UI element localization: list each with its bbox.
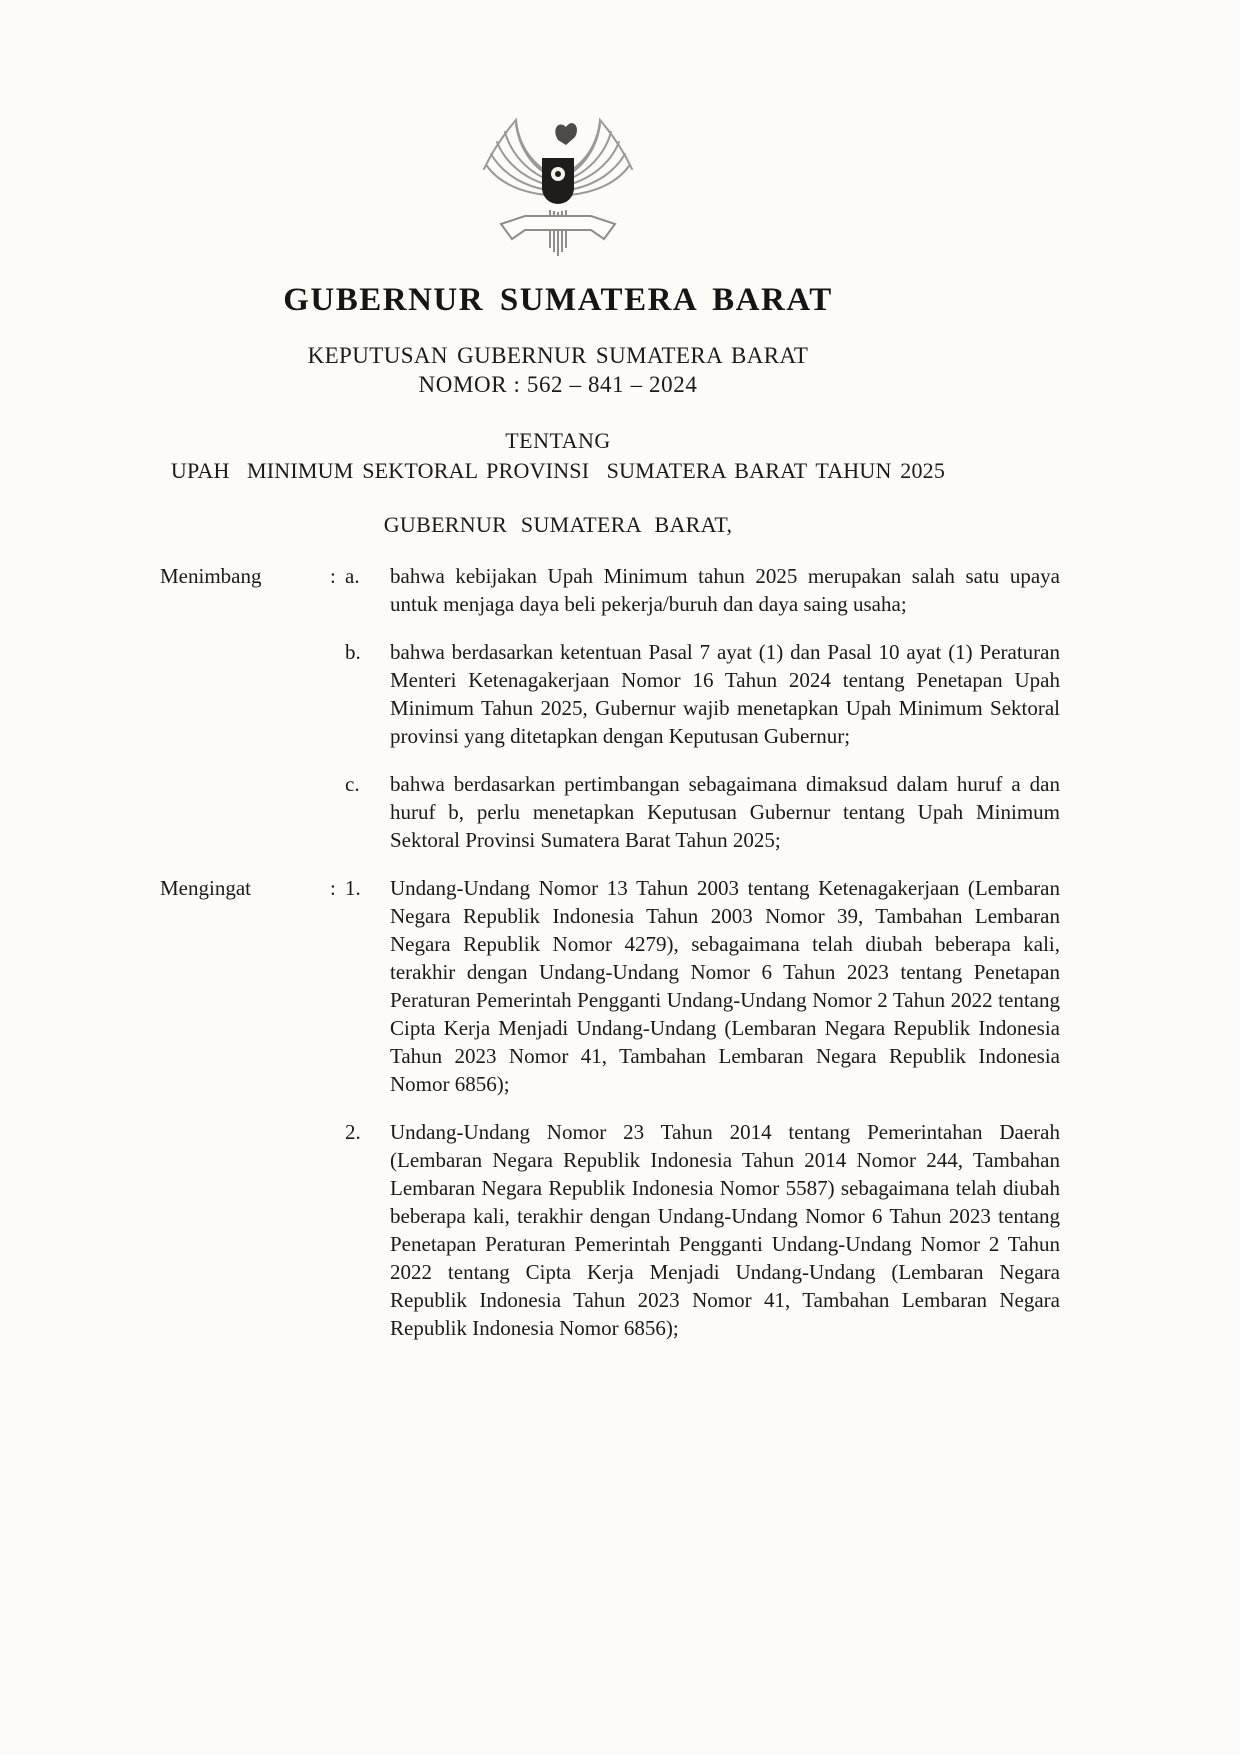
item-marker: a. bbox=[345, 564, 360, 588]
section-label: Menimbang bbox=[160, 564, 262, 588]
section-menimbang bbox=[160, 562, 1060, 854]
about-label: TENTANG bbox=[505, 428, 611, 453]
section-label: Mengingat bbox=[160, 876, 251, 900]
section-colon: : bbox=[330, 564, 336, 588]
legal-basis-item: Undang-Undang Nomor 23 Tahun 2014 tentang Pemerintahan Daerah (Lembaran Negara Republik Indonesia Tahun 2014 Nomor 244, Tambahan Lembaran Negara Republik Indonesia Nomor 5587) sebagaimana telah diubah beberapa kali, terakhir dengan Undang-Undang Nomor 6 Tahun 2023 tentang Penetapan Peraturan Pemerintah Pengganti Undang-Undang Nomor 2 Tahun 2022 tentang Cipta Kerja Menjadi Undang-Undang (Lembaran Negara Republik Indonesia Tahun 2023 Nomor 41, Tambahan Lembaran Negara Republik Indonesia Nomor 6856); bbox=[390, 1120, 1060, 1340]
consideration-item: bahwa kebijakan Upah Minimum tahun 2025 merupakan salah satu upaya untuk menjaga daya beli pekerja/buruh dan daya saing usaha; bbox=[390, 564, 1060, 616]
legal-basis-item: Undang-Undang Nomor 13 Tahun 2003 tentang Ketenagakerjaan (Lembaran Negara Republik Indonesia Tahun 2003 Nomor 39, Tambahan Lembaran Negara Republik Nomor 4279), sebagaimana telah diubah beberapa kali, terakhir dengan Undang-Undang Nomor 6 Tahun 2023 tentang Penetapan Peraturan Pemerintah Pengganti Undang-Undang Nomor 2 Tahun 2022 tentang Cipta Kerja Menjadi Undang-Undang (Lembaran Negara Republik Indonesia Tahun 2023 Nomor 41, Tambahan Lembaran Negara Republik Indonesia Nomor 6856); bbox=[390, 876, 1060, 1096]
item-marker: 2. bbox=[345, 1120, 361, 1144]
item-marker: 1. bbox=[345, 876, 361, 900]
garuda-pancasila-icon bbox=[463, 98, 653, 268]
consideration-item: bahwa berdasarkan ketentuan Pasal 7 ayat (1) dan Pasal 10 ayat (1) Peraturan Menteri Ketenagakerjaan Nomor 16 Tahun 2024 tentang Penetapan Upah Minimum Tahun 2025, Gubernur wajib menetapkan Upah Minimum Sektoral provinsi yang ditetapkan dengan Keputusan Gubernur; bbox=[390, 640, 1060, 748]
salutation-line: GUBERNUR SUMATERA BARAT, bbox=[383, 512, 733, 537]
emblem-container bbox=[0, 98, 1116, 270]
document-header bbox=[0, 0, 1116, 538]
item-marker: c. bbox=[345, 772, 360, 796]
decree-subject-line: UPAH MINIMUM SEKTORAL PROVINSI SUMATERA BARAT TAHUN 2025 bbox=[170, 458, 946, 483]
consideration-item: bahwa berdasarkan pertimbangan sebagaimana dimaksud dalam huruf a dan huruf b, perlu menetapkan Keputusan Gubernur tentang Upah Minimum Sektoral Provinsi Sumatera Barat Tahun 2025; bbox=[390, 772, 1060, 852]
section-colon: : bbox=[330, 876, 336, 900]
item-marker: b. bbox=[345, 640, 361, 664]
section-mengingat bbox=[160, 874, 1060, 1342]
decree-number-line: NOMOR : 562 – 841 – 2024 bbox=[418, 372, 698, 397]
decree-type-line: KEPUTUSAN GUBERNUR SUMATERA BARAT bbox=[307, 343, 809, 368]
document-body bbox=[160, 562, 1060, 1342]
issuing-authority-title: GUBERNUR SUMATERA BARAT bbox=[283, 282, 833, 318]
